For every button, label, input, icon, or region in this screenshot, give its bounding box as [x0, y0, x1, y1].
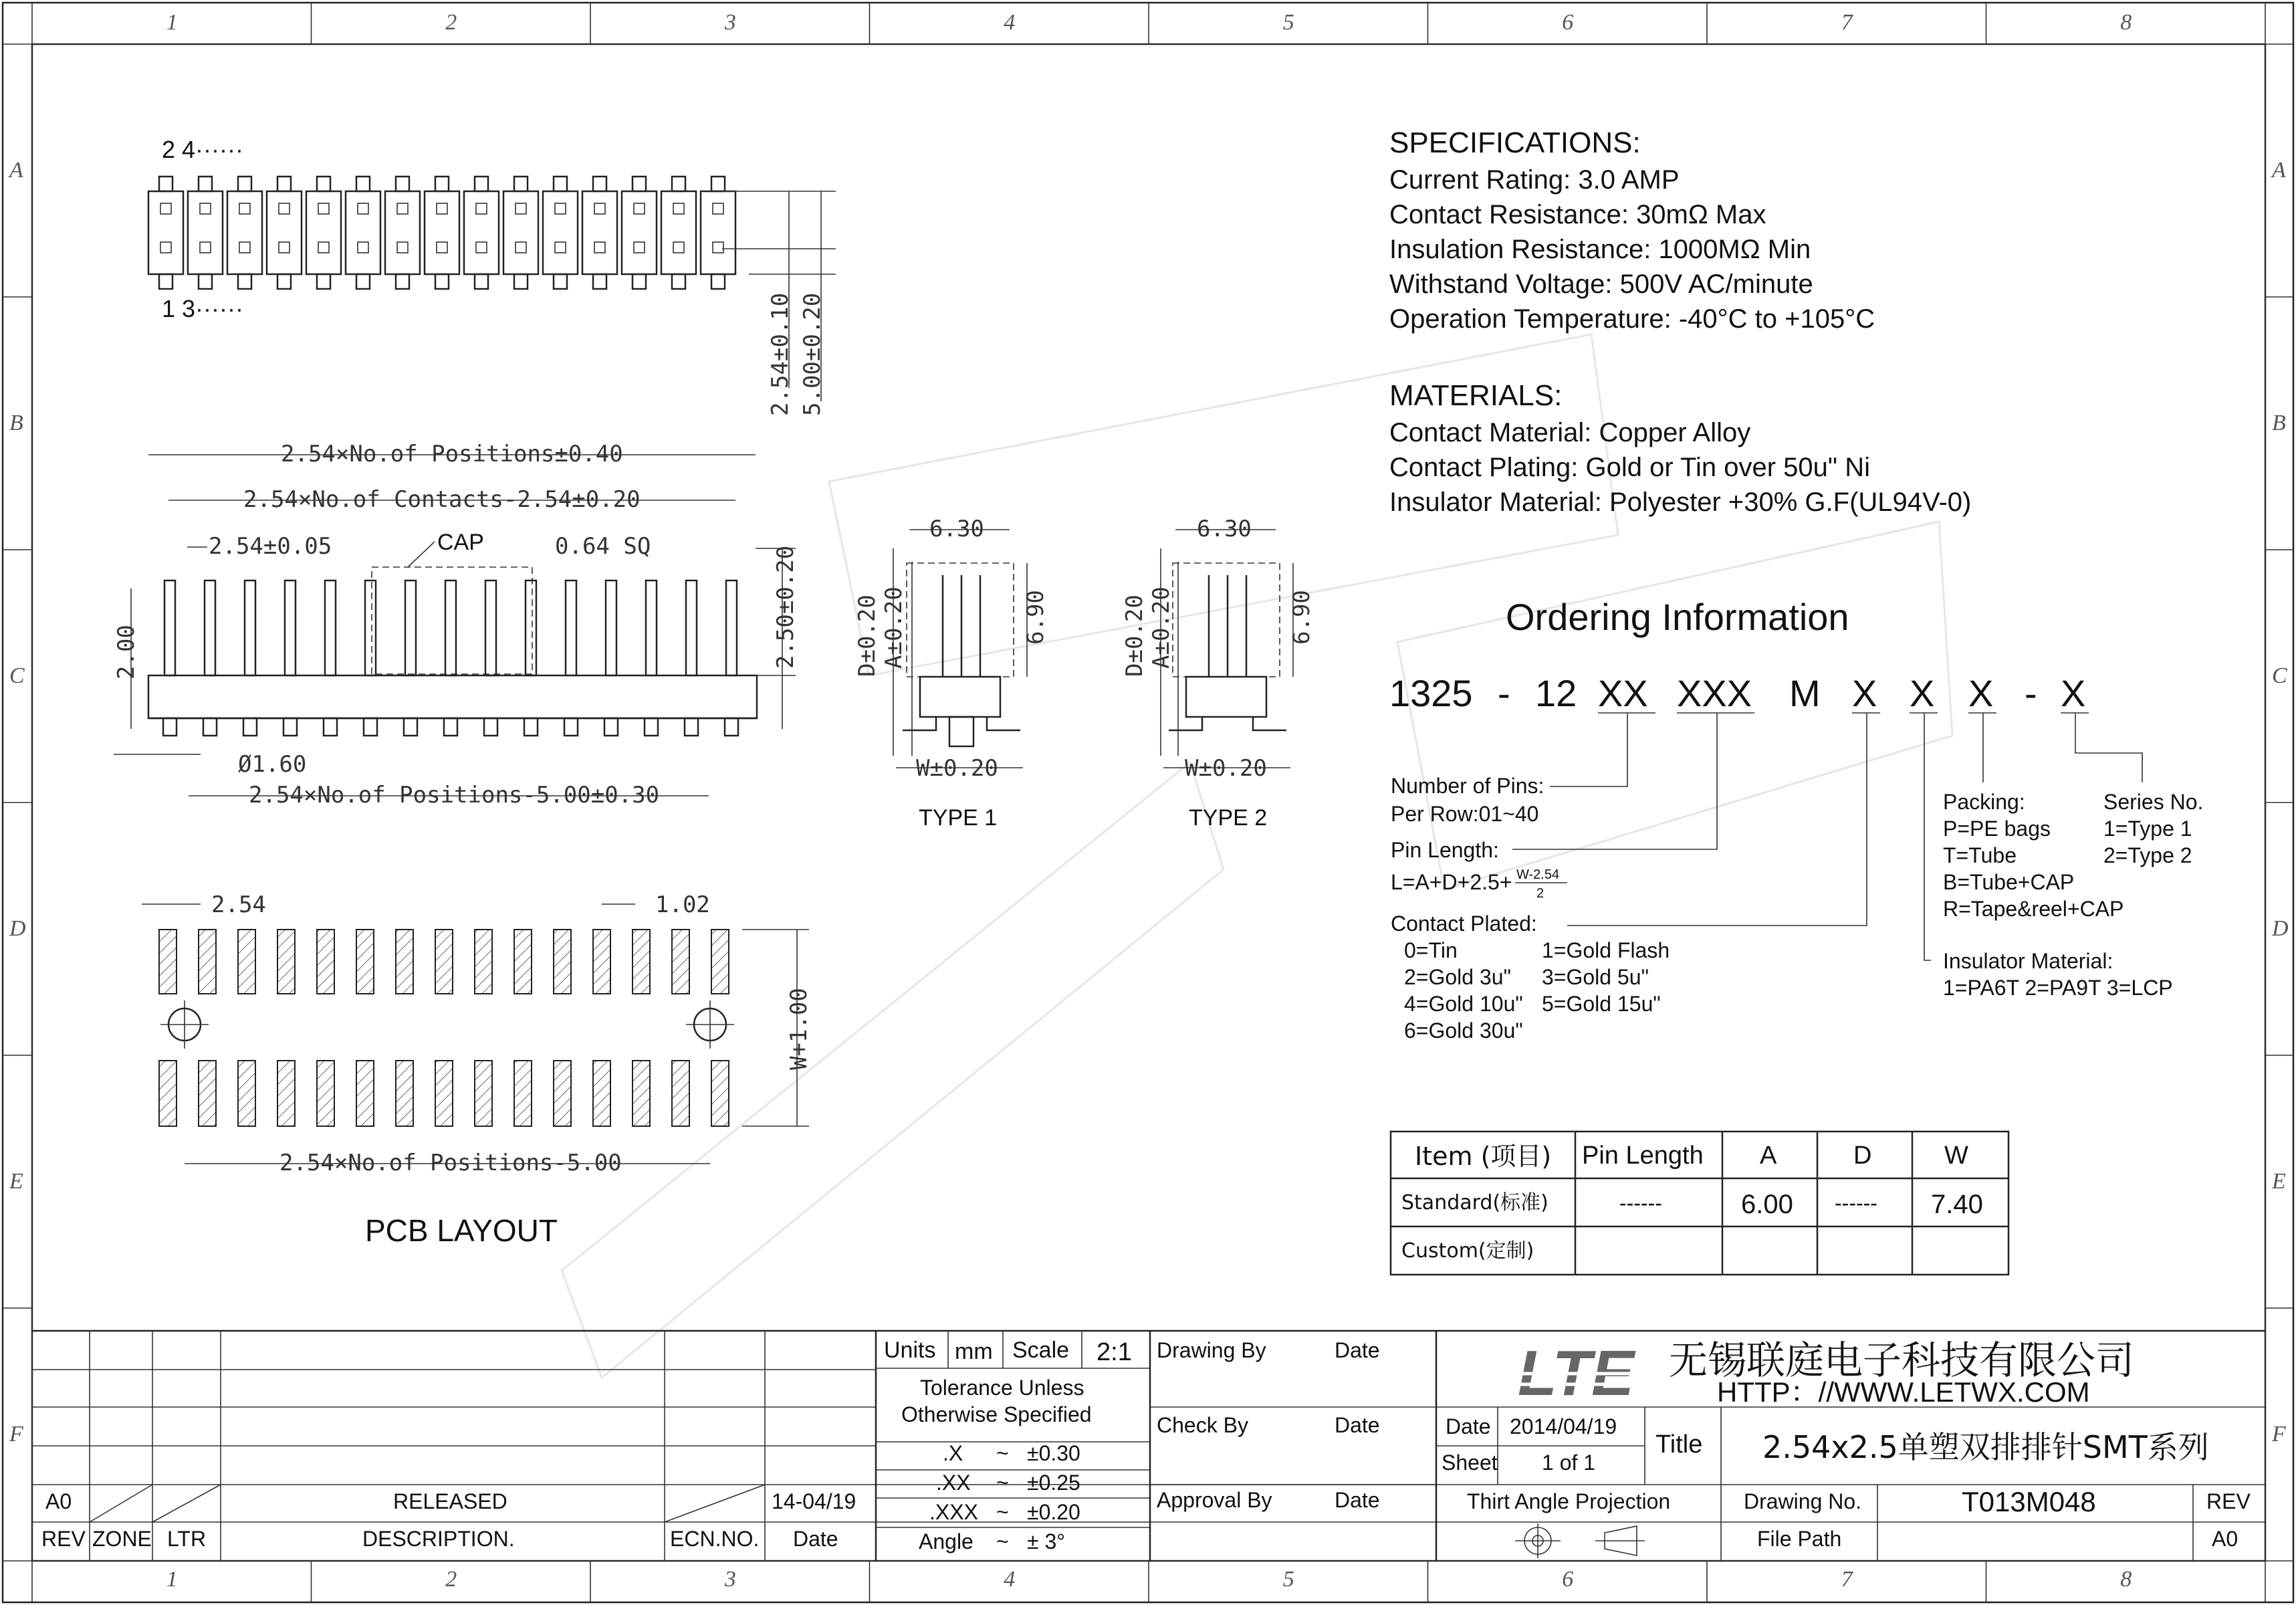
file-path-label: File Path — [1757, 1527, 1842, 1551]
title-label: Title — [1655, 1430, 1703, 1459]
grid-col-label: 8 — [2120, 10, 2132, 35]
even-pin-label: 2 4······ — [162, 136, 243, 163]
tolerance-line: Tolerance Unless — [920, 1376, 1084, 1400]
drawing-no: T013M048 — [1962, 1486, 2096, 1517]
top-pin-square — [318, 203, 329, 214]
plated-opt: 4=Gold 10u" — [1404, 992, 1523, 1016]
approval-by: Approval By — [1157, 1488, 1272, 1512]
top-pin-tip — [554, 274, 567, 289]
series-opt: 1=Type 1 — [2103, 817, 2192, 841]
top-view — [148, 136, 836, 416]
rev-header: ECN.NO. — [670, 1527, 760, 1551]
units-value: mm — [955, 1339, 993, 1364]
company-url: HTTP：//WWW.LETWX.COM — [1717, 1376, 2090, 1408]
grid-col-label: 6 — [1562, 10, 1574, 35]
table-header: W — [1944, 1142, 1968, 1170]
pcb-pad — [672, 1061, 689, 1126]
pinlen-den: 2 — [1536, 886, 1544, 901]
table-header: D — [1853, 1142, 1872, 1170]
pcb-pad — [514, 930, 532, 994]
pcb-pad — [356, 1061, 374, 1126]
side-pin — [245, 580, 255, 675]
top-pin-square — [358, 242, 368, 253]
pcb-pad — [317, 1061, 334, 1126]
top-pin-tip — [593, 177, 606, 191]
top-pin-tip — [711, 274, 725, 289]
top-pin-tip — [593, 274, 606, 289]
code-12: 12 — [1535, 672, 1577, 714]
top-pin-square — [594, 242, 605, 253]
top-pin-tip — [159, 177, 173, 191]
grid-row-label: C — [9, 663, 25, 688]
rev-date: 14-04/19 — [772, 1489, 856, 1513]
tolerance-cell: ~ — [996, 1500, 1009, 1524]
grid-col-label: 1 — [166, 1567, 178, 1592]
tolerance-line: Otherwise Specified — [901, 1402, 1092, 1426]
plated-opt: 1=Gold Flash — [1542, 938, 1670, 962]
top-pin-square — [437, 242, 447, 253]
material-line: Contact Plating: Gold or Tin over 50u" Ni — [1389, 453, 1871, 482]
side-pin — [205, 580, 215, 675]
grid-row-label: A — [9, 158, 23, 183]
side-pin — [726, 580, 737, 675]
packing-opt: R=Tape&reel+CAP — [1943, 897, 2124, 921]
grid-col-label: 2 — [445, 10, 457, 35]
lte-logo: LTE — [1518, 1338, 1635, 1409]
rev-desc: RELEASED — [393, 1489, 507, 1513]
packing-opt: B=Tube+CAP — [1943, 870, 2075, 894]
top-pin-square — [476, 242, 487, 253]
grid-col-label: 7 — [1841, 1567, 1853, 1592]
side-pin — [566, 580, 576, 675]
packing-opt: P=PE bags — [1943, 817, 2051, 841]
top-pin-tip — [159, 274, 173, 289]
code-m: M — [1789, 672, 1821, 714]
tolerance-cell: .XX — [936, 1471, 971, 1495]
pcb-pad — [593, 930, 610, 994]
tolerance-cell: ~ — [996, 1441, 1009, 1465]
side-pin-foot — [645, 718, 658, 736]
grid-col-label: 3 — [724, 1567, 736, 1592]
type2-dim-w: W±0.20 — [1185, 755, 1267, 782]
type2-view — [1121, 516, 1315, 831]
insul-title: Insulator Material: — [1943, 949, 2113, 973]
pcb-pad — [199, 930, 216, 994]
packing-opt: T=Tube — [1943, 843, 2017, 867]
side-pin-foot — [404, 718, 417, 736]
pcb-pad — [633, 930, 650, 994]
pinlen-formula: L=A+D+2.5+ — [1391, 870, 1512, 894]
pcb-hole-left — [160, 1000, 209, 1049]
pcb-pad — [356, 930, 374, 994]
pcb-hole-right — [686, 1000, 734, 1049]
series-title: Series No. — [2103, 790, 2204, 814]
sheet-label: Sheet — [1442, 1451, 1498, 1475]
top-pin-square — [200, 203, 211, 214]
grid-col-label: 3 — [724, 10, 736, 35]
plated-title: Contact Plated: — [1391, 912, 1537, 936]
top-pin-tip — [356, 177, 370, 191]
side-pin — [325, 580, 336, 675]
drawing-no-label: Drawing No. — [1744, 1489, 1862, 1513]
type1-dim-top: 6.30 — [929, 516, 984, 542]
pcb-pad — [199, 1061, 216, 1126]
top-pin-square — [594, 203, 605, 214]
pcb-pad — [633, 1061, 650, 1126]
top-pin-square — [476, 203, 487, 214]
materials-title: MATERIALS: — [1389, 379, 1563, 412]
tolerance-cell: ± 3° — [1027, 1529, 1066, 1554]
plated-opt: 6=Gold 30u" — [1404, 1019, 1523, 1043]
side-pin — [485, 580, 496, 675]
pcb-pad — [593, 1061, 610, 1126]
top-pin-square — [279, 242, 290, 253]
side-pin-foot — [364, 718, 377, 736]
spec-line: Current Rating: 3.0 AMP — [1389, 165, 1680, 195]
dim-side-pitch: 2.54±0.05 — [209, 533, 332, 560]
side-pin — [526, 580, 536, 675]
pcb-pad — [435, 1061, 453, 1126]
rev-header: DESCRIPTION. — [362, 1527, 515, 1551]
table-cell: 7.40 — [1931, 1190, 1983, 1219]
type1-dim-h: 6.90 — [1022, 590, 1049, 645]
top-pin-square — [358, 203, 368, 214]
sheet-value: 1 of 1 — [1542, 1451, 1596, 1475]
dim-side-height: 2.50±0.20 — [772, 545, 799, 669]
pcb-pad — [514, 1061, 532, 1126]
dim-positions: 2.54×No.of Positions±0.40 — [281, 441, 623, 467]
dim-sq: 0.64 SQ — [555, 533, 651, 560]
dim-top-total: 5.00±0.20 — [799, 292, 826, 416]
pcb-pad — [672, 930, 689, 994]
code-plated: X — [1852, 672, 1877, 714]
top-pin-square — [437, 203, 447, 214]
type2-dim-a: A±0.20 — [1148, 586, 1175, 669]
top-pin-tip — [199, 177, 212, 191]
code-dash2: - — [2025, 672, 2037, 714]
grid-row-label: E — [2272, 1169, 2286, 1194]
side-pin-foot — [484, 718, 497, 736]
units-label: Units — [884, 1338, 936, 1363]
top-pin-tip — [475, 274, 488, 289]
ordering-information — [1389, 596, 2203, 1043]
grid-row-label: D — [2272, 916, 2289, 941]
top-pin-tip — [711, 177, 725, 191]
top-pin-tip — [514, 177, 528, 191]
date-label: Date — [1446, 1414, 1491, 1438]
code-dash: - — [1498, 672, 1510, 714]
grid-row-label: A — [2272, 158, 2286, 183]
date-label: Date — [1335, 1488, 1380, 1512]
code-series: X — [2061, 672, 2086, 714]
top-pin-tip — [317, 274, 330, 289]
side-pin — [606, 580, 616, 675]
grid-row-label: F — [9, 1422, 23, 1447]
side-pin — [164, 580, 175, 675]
side-view — [113, 441, 799, 809]
top-pin-tip — [554, 177, 567, 191]
top-pin-square — [397, 203, 408, 214]
pcb-pad — [277, 1061, 295, 1126]
ordering-title: Ordering Information — [1506, 596, 1849, 638]
scale-label: Scale — [1012, 1338, 1070, 1363]
type1-dim-a: A±0.20 — [881, 586, 907, 669]
odd-pin-label: 1 3······ — [162, 295, 243, 322]
packing-title: Packing: — [1943, 790, 2025, 814]
grid-row-label: C — [2272, 663, 2287, 688]
tolerance-cell: ±0.20 — [1027, 1500, 1080, 1524]
type1-dim-w: W±0.20 — [916, 755, 998, 782]
top-pin-tip — [317, 177, 330, 191]
side-pin — [365, 580, 376, 675]
pcb-pad — [277, 930, 295, 994]
side-pin-foot — [564, 718, 578, 736]
side-pin-foot — [324, 718, 337, 736]
top-pin-tip — [435, 274, 449, 289]
pcb-pad — [396, 930, 413, 994]
grid-col-label: 1 — [166, 10, 178, 35]
dim-side-bottom: 2.54×No.of Positions-5.00±0.30 — [249, 782, 660, 809]
table-header: Item (项目) — [1415, 1142, 1552, 1171]
specs-title: SPECIFICATIONS: — [1389, 126, 1641, 159]
side-pin — [445, 580, 456, 675]
spec-line: Operation Temperature: -40°C to +105°C — [1389, 304, 1875, 334]
pcb-pad — [396, 1061, 413, 1126]
top-pin-tip — [633, 177, 646, 191]
pcb-dim-bottom: 2.54×No.of Positions-5.00 — [279, 1150, 622, 1176]
grid-col-label: 7 — [1841, 10, 1853, 35]
table-header: Pin Length — [1582, 1142, 1704, 1170]
pcb-dim-pitch: 2.54 — [211, 891, 266, 918]
rev-header: ZONE — [92, 1527, 152, 1551]
top-pin-square — [200, 242, 211, 253]
side-pin-foot — [163, 718, 177, 736]
rev-value-right: A0 — [2212, 1527, 2238, 1551]
rev-header: LTR — [167, 1527, 207, 1551]
side-pin-foot — [243, 718, 257, 736]
side-pin-foot — [524, 718, 538, 736]
top-pin-tip — [514, 274, 528, 289]
top-pin-tip — [396, 177, 409, 191]
scale-value: 2:1 — [1097, 1338, 1132, 1366]
plated-opt: 0=Tin — [1404, 938, 1458, 962]
top-pin-square — [279, 203, 290, 214]
top-pin-square — [239, 242, 250, 253]
dimension-table — [1391, 1132, 2008, 1275]
grid-col-label: 4 — [1004, 1567, 1016, 1592]
material-line: Contact Material: Copper Alloy — [1389, 418, 1751, 447]
top-pin-tip — [475, 177, 488, 191]
pcb-pad — [238, 930, 255, 994]
code-packing: X — [1968, 672, 1994, 714]
grid-row-label: D — [9, 916, 26, 941]
grid-row-label: E — [9, 1169, 23, 1194]
top-pin-tip — [277, 177, 291, 191]
rev-header: REV — [41, 1527, 86, 1551]
side-pin-foot — [604, 718, 618, 736]
top-pin-square — [397, 242, 408, 253]
company-logo — [1510, 1338, 1638, 1409]
top-pin-square — [318, 242, 329, 253]
top-pin-square — [713, 203, 723, 214]
grid-row-label: F — [2272, 1422, 2286, 1447]
pcb-pad — [711, 1061, 729, 1126]
pcb-pad — [317, 930, 334, 994]
pcb-pad — [711, 930, 729, 994]
top-pin-tip — [277, 274, 291, 289]
top-pin-tip — [435, 177, 449, 191]
pcb-pad — [159, 1061, 177, 1126]
top-pin-square — [673, 242, 684, 253]
grid-row-label: B — [9, 411, 23, 435]
type2-dim-top: 6.30 — [1197, 516, 1252, 542]
top-pin-square — [515, 242, 526, 253]
side-pin-foot — [444, 718, 457, 736]
top-pin-tip — [672, 274, 685, 289]
drawing-by: Drawing By — [1157, 1338, 1266, 1362]
dim-contacts: 2.54×No.of Contacts-2.54±0.20 — [243, 486, 641, 513]
table-cell: ------ — [1619, 1191, 1662, 1215]
grid-row-label: B — [2272, 411, 2286, 435]
side-pin-foot — [685, 718, 698, 736]
projection-symbol — [1515, 1523, 1645, 1558]
pcb-pad — [554, 930, 571, 994]
plated-opt: 3=Gold 5u" — [1542, 965, 1649, 989]
side-pin — [405, 580, 416, 675]
pins-title: Number of Pins: — [1391, 774, 1544, 798]
top-pin-square — [160, 203, 171, 214]
grid-col-label: 2 — [445, 1567, 457, 1592]
side-pin — [646, 580, 657, 675]
rev-header: Date — [793, 1527, 838, 1551]
tolerance-cell: ~ — [996, 1471, 1009, 1495]
pcb-pad — [435, 930, 453, 994]
side-pin-foot — [283, 718, 297, 736]
tolerance-cell: .X — [943, 1441, 963, 1465]
table-header: A — [1760, 1142, 1777, 1170]
side-pin-foot — [725, 718, 738, 736]
grid-col-label: 8 — [2120, 1567, 2132, 1592]
code-pins: XX — [1598, 672, 1648, 714]
table-cell: Custom(定制) — [1401, 1239, 1534, 1263]
tolerance-cell: Angle — [919, 1529, 973, 1554]
top-pin-tip — [238, 177, 251, 191]
pins-value: Per Row:01~40 — [1391, 802, 1539, 826]
company-name: 无锡联庭电子科技有限公司 — [1669, 1338, 2135, 1383]
plated-opt: 5=Gold 15u" — [1542, 992, 1661, 1016]
top-pin-square — [515, 203, 526, 214]
spec-line: Contact Resistance: 30mΩ Max — [1389, 200, 1766, 229]
date-value: 2014/04/19 — [1510, 1414, 1617, 1438]
code-length: XXX — [1677, 672, 1752, 714]
type1-dim-d: D±0.20 — [854, 595, 881, 677]
top-pin-tip — [238, 274, 251, 289]
grid-col-label: 5 — [1282, 1567, 1294, 1592]
top-pin-square — [634, 242, 645, 253]
date-label: Date — [1335, 1413, 1380, 1437]
type1-label: TYPE 1 — [919, 805, 998, 831]
pinlen-num: W-2.54 — [1516, 867, 1560, 882]
table-cell: 6.00 — [1741, 1190, 1793, 1219]
pcb-dim-pad: 1.02 — [655, 891, 710, 918]
pcb-pad — [475, 1061, 492, 1126]
tolerance-cell: ~ — [996, 1529, 1009, 1554]
dim-200: 2.00 — [113, 625, 140, 679]
pcb-dim-w: W+1.00 — [786, 988, 812, 1070]
spec-line: Insulation Resistance: 1000MΩ Min — [1389, 235, 1811, 264]
tolerance-cell: ±0.25 — [1027, 1471, 1080, 1495]
date-label: Date — [1335, 1338, 1380, 1362]
side-pin-foot — [203, 718, 217, 736]
top-pin-tip — [633, 274, 646, 289]
type2-label: TYPE 2 — [1189, 805, 1268, 831]
top-pin-square — [555, 203, 566, 214]
plated-opt: 2=Gold 3u" — [1404, 965, 1511, 989]
grid-col-label: 4 — [1004, 10, 1016, 35]
table-cell: ------ — [1835, 1191, 1877, 1215]
dim-hole: Ø1.60 — [238, 751, 307, 778]
pcb-pad — [475, 930, 492, 994]
pcb-pad — [238, 1061, 255, 1126]
grid-col-label: 5 — [1282, 10, 1294, 35]
top-pin-square — [555, 242, 566, 253]
check-by: Check By — [1157, 1413, 1248, 1437]
pcb-pad — [554, 1061, 571, 1126]
code-1325: 1325 — [1389, 672, 1473, 714]
side-pin — [686, 580, 697, 675]
top-pin-tip — [672, 177, 685, 191]
top-pin-tip — [199, 274, 212, 289]
top-pin-square — [713, 242, 723, 253]
rev-label: REV — [2206, 1489, 2251, 1513]
top-pin-square — [160, 242, 171, 253]
cap-label: CAP — [437, 530, 484, 555]
series-opt: 2=Type 2 — [2103, 843, 2192, 867]
spec-line: Withstand Voltage: 500V AC/minute — [1389, 270, 1813, 299]
material-line: Insulator Material: Polyester +30% G.F(UL94V-0) — [1389, 488, 1972, 517]
rev-value: A0 — [45, 1489, 72, 1513]
pcb-title: PCB LAYOUT — [365, 1213, 558, 1248]
top-pin-square — [634, 203, 645, 214]
top-pin-tip — [396, 274, 409, 289]
table-cell: Standard(标准) — [1401, 1191, 1548, 1214]
type2-dim-h: 6.90 — [1288, 590, 1315, 645]
dim-top-pitch: 2.54±0.10 — [767, 292, 794, 416]
specifications — [1389, 126, 1971, 517]
top-pin-tip — [356, 274, 370, 289]
side-pin — [285, 580, 296, 675]
tolerance-cell: .XXX — [929, 1500, 978, 1524]
drawing-title: 2.54x2.5单塑双排排针SMT系列 — [1762, 1429, 2209, 1465]
title-block — [32, 1331, 2265, 1561]
top-pin-square — [673, 203, 684, 214]
top-pin-square — [239, 203, 250, 214]
pcb-pad — [159, 930, 177, 994]
projection-label: Thirt Angle Projection — [1467, 1489, 1671, 1513]
type2-dim-d: D±0.20 — [1121, 595, 1148, 677]
pcb-layout — [142, 891, 812, 1248]
grid-col-label: 6 — [1562, 1567, 1574, 1592]
insul-value: 1=PA6T 2=PA9T 3=LCP — [1943, 976, 2173, 1000]
pinlen-title: Pin Length: — [1391, 838, 1499, 862]
code-insulator: X — [1910, 672, 1935, 714]
tolerance-cell: ±0.30 — [1027, 1441, 1080, 1465]
